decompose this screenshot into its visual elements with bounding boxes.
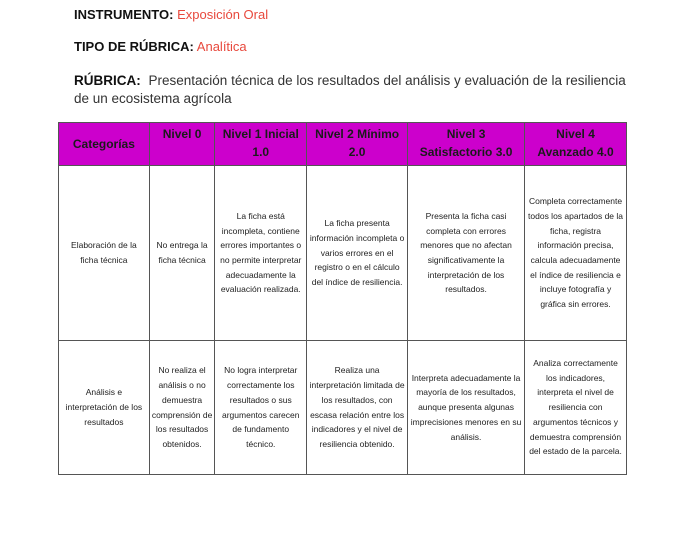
table-row: [59, 341, 627, 475]
header-nivel-4: Nivel 4 Avanzado 4.0: [525, 123, 627, 166]
rubrica-line: [74, 72, 634, 108]
instrumento-value: Exposición Oral: [177, 7, 269, 22]
table-cell: Analiza correctamente los indicadores, interpreta el nivel de resiliencia con argumentos técnicos y demuestra comprensión del estado de la parcela.: [525, 341, 627, 475]
table-cell: Realiza una interpretación limitada de los resultados, con escasa relación entre los indicadores y el nivel de resiliencia obtenido.: [307, 341, 408, 475]
table-cell: Presenta la ficha casi completa con errores menores que no afectan significativamente la interpretación de los resultados.: [408, 166, 525, 341]
table-cell: No logra interpretar correctamente los resultados o sus argumentos carecen de fundamento técnico.: [215, 341, 307, 475]
table-cell: Completa correctamente todos los apartados de la ficha, registra información precisa, calcula adecuadamente el índice de resiliencia e incluye fotografía y gráfica sin errores.: [525, 166, 627, 341]
instrumento-line: [74, 7, 268, 22]
table-cell: No entrega la ficha técnica: [149, 166, 215, 341]
header-nivel-0: Nivel 0: [149, 123, 215, 166]
header-categorias: Categorías: [59, 123, 150, 166]
instrumento-label: INSTRUMENTO:: [74, 7, 174, 22]
table-cell: La ficha está incompleta, contiene errores importantes o no permite interpretar adecuadamente la evaluación realizada.: [215, 166, 307, 341]
table-row: [59, 166, 627, 341]
header-nivel-2: Nivel 2 Mínimo 2.0: [307, 123, 408, 166]
rubrica-description: Presentación técnica de los resultados del análisis y evaluación de la resiliencia de un ecosistema agrícola: [74, 73, 626, 106]
rubric-table: [58, 122, 627, 475]
table-cell: La ficha presenta información incompleta o varios errores en el registro o en el cálculo del índice de resiliencia.: [307, 166, 408, 341]
rubrica-label: RÚBRICA:: [74, 73, 141, 88]
table-cell: No realiza el análisis o no demuestra comprensión de los resultados obtenidos.: [149, 341, 215, 475]
tipo-rubrica-line: [74, 39, 247, 54]
table-cell: Interpreta adecuadamente la mayoría de los resultados, aunque presenta algunas imprecisiones menores en su análisis.: [408, 341, 525, 475]
header-row: [59, 123, 627, 166]
tipo-rubrica-label: TIPO DE RÚBRICA:: [74, 39, 194, 54]
tipo-rubrica-value: Analítica: [196, 39, 247, 54]
category-cell: Elaboración de la ficha técnica: [59, 166, 150, 341]
category-cell: Análisis e interpretación de los resultados: [59, 341, 150, 475]
header-nivel-3: Nivel 3 Satisfactorio 3.0: [408, 123, 525, 166]
header-nivel-1: Nivel 1 Inicial 1.0: [215, 123, 307, 166]
